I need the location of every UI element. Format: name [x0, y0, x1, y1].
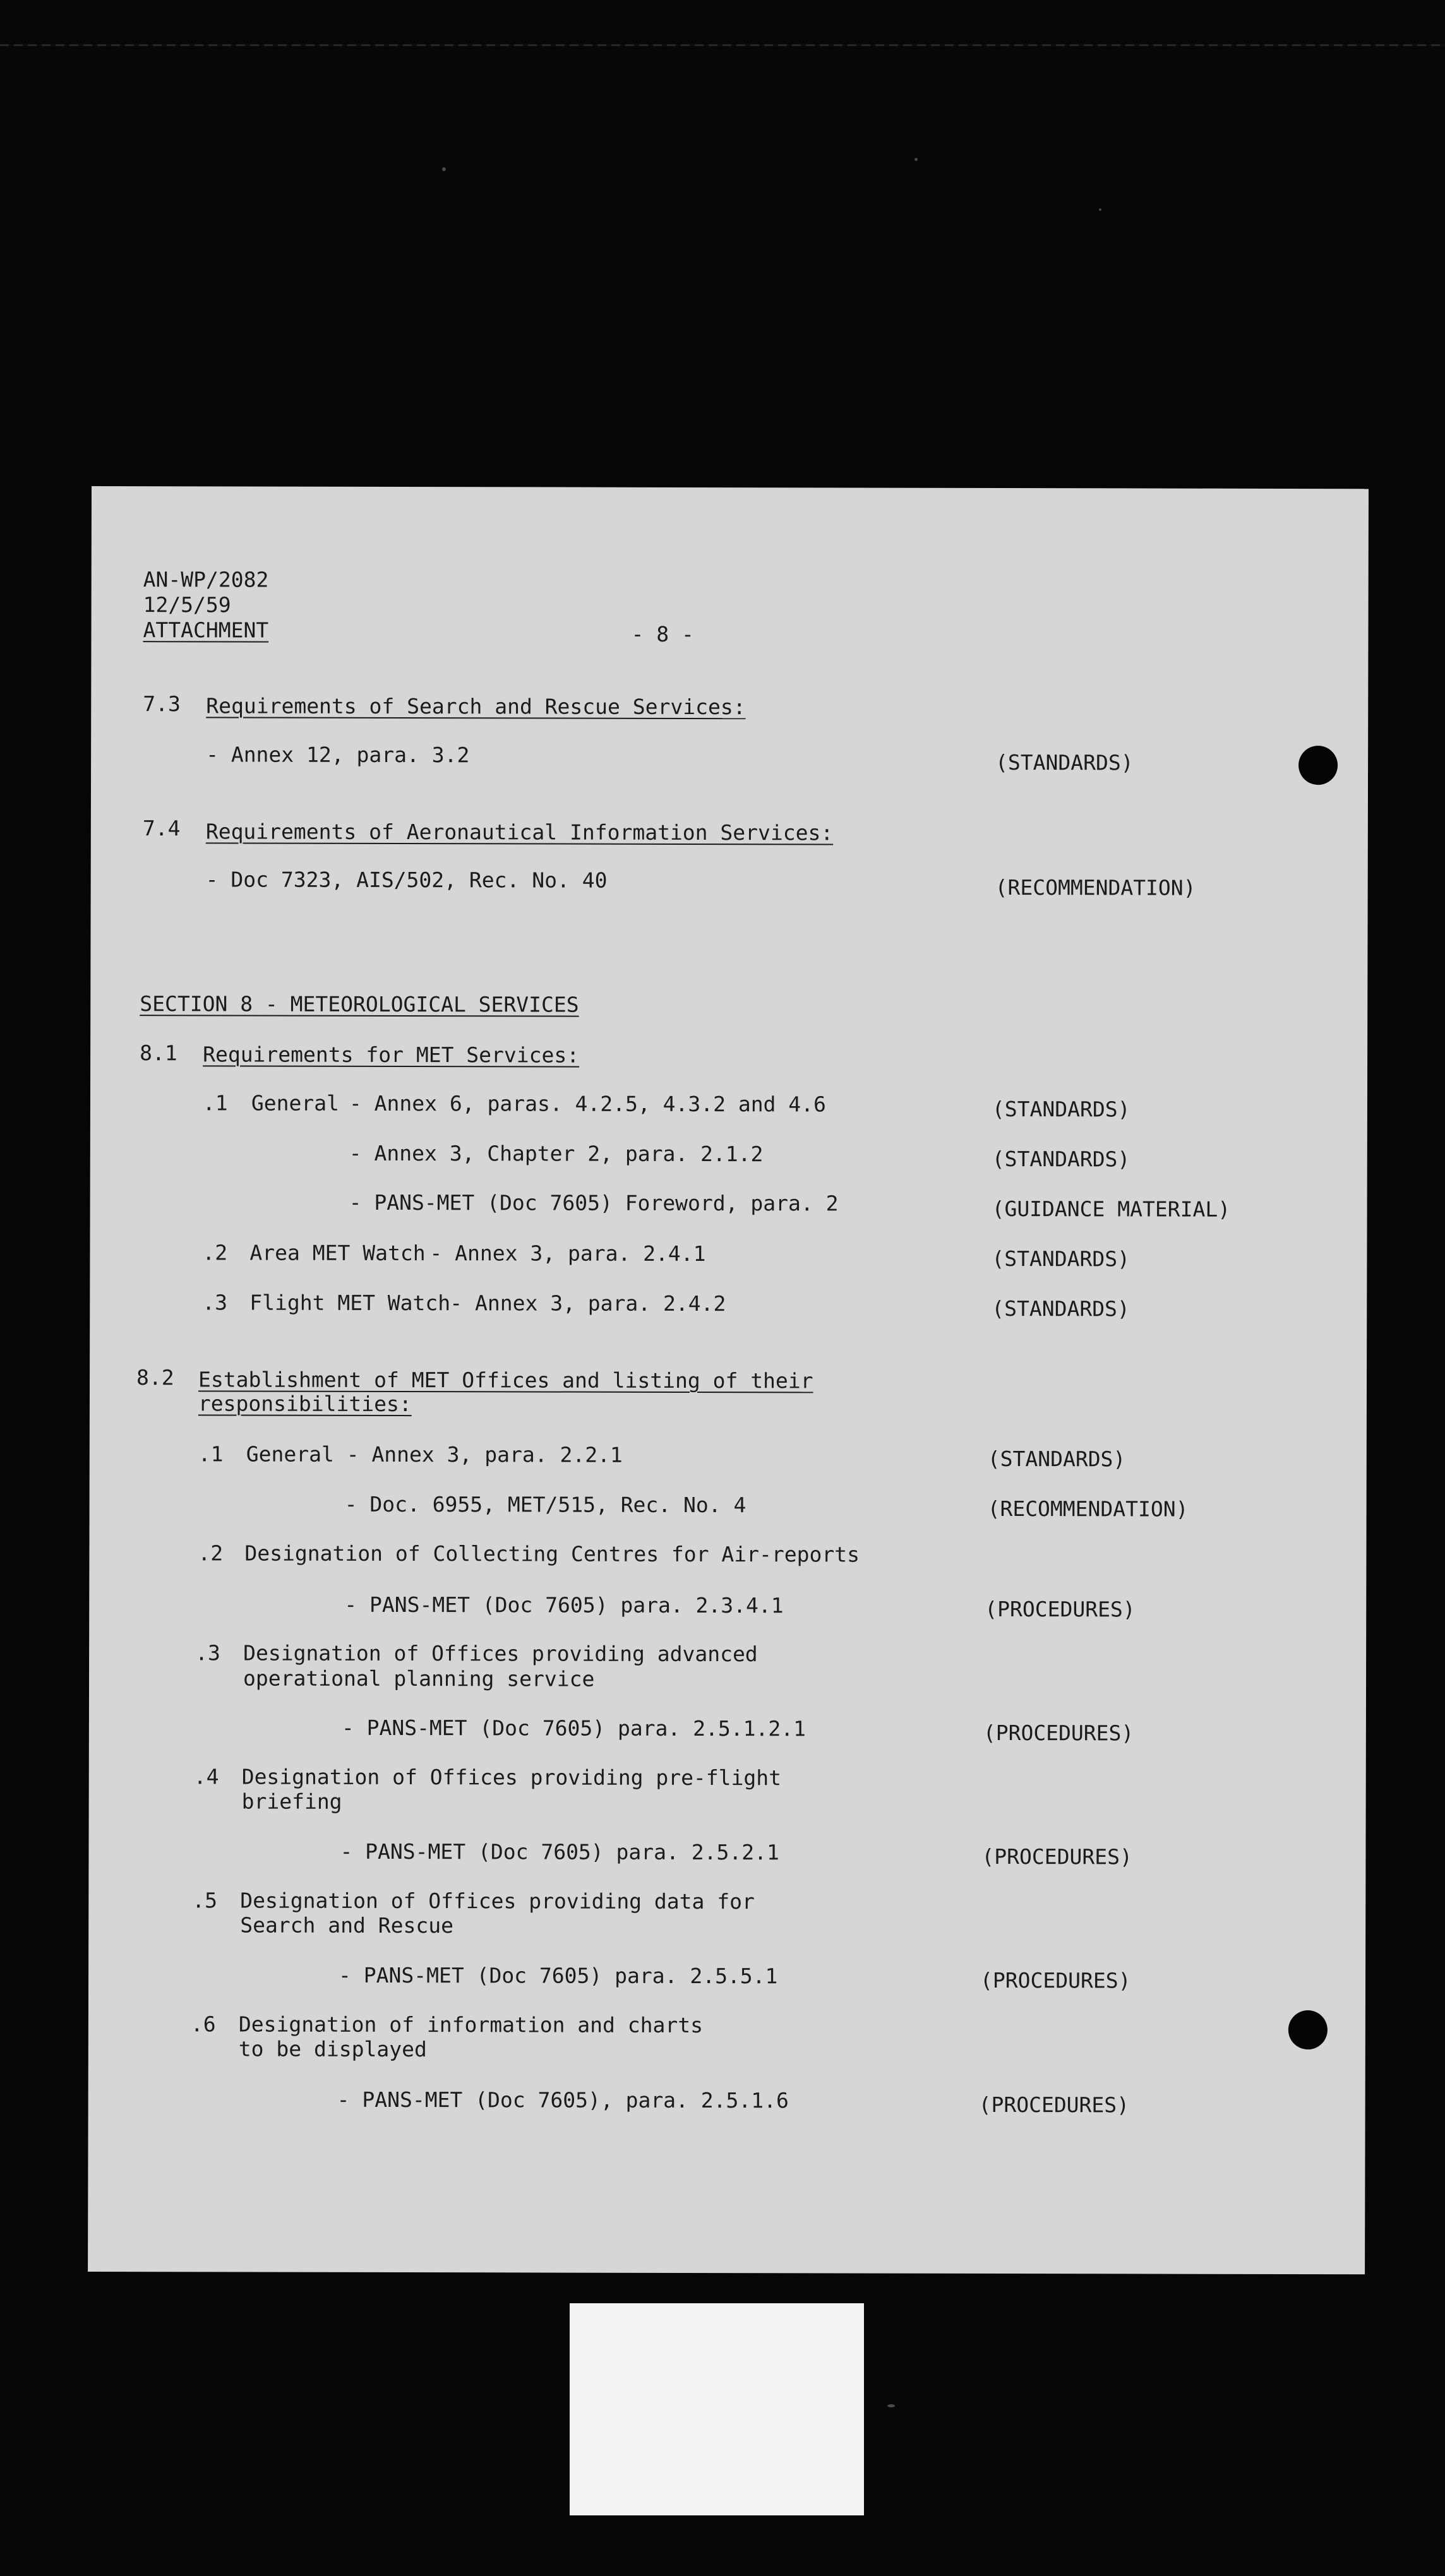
category-label: (PROCEDURES) — [981, 1844, 1132, 1869]
dust-speck — [1099, 208, 1101, 211]
item-description: Search and Rescue — [240, 1912, 454, 1938]
section-number: 7.4 — [142, 816, 181, 841]
section-title: Requirements of Search and Rescue Services: — [206, 693, 746, 720]
doc-date: 12/5/59 — [143, 592, 231, 617]
section-title-line1: Establishment of MET Offices and listing of their — [198, 1367, 813, 1393]
category-label: (STANDARDS) — [995, 749, 1134, 775]
page-number: - 8 - — [631, 621, 694, 647]
item-number: .2 — [202, 1240, 228, 1265]
punch-hole — [1298, 746, 1338, 785]
item-number: .1 — [198, 1441, 224, 1467]
reference-text: - Annex 3, para. 2.4.2 — [450, 1291, 726, 1316]
item-number: .3 — [202, 1290, 228, 1315]
dust-speck — [914, 158, 918, 161]
item-description: General - Annex 3, para. 2.2.1 — [246, 1441, 623, 1467]
doc-number: AN-WP/2082 — [143, 567, 269, 592]
item-number: .3 — [195, 1640, 220, 1666]
reference-text: - Doc. 6955, MET/515, Rec. No. 4 — [344, 1491, 746, 1518]
reference-text: - PANS-MET (Doc 7605) para. 2.5.2.1 — [340, 1839, 779, 1865]
category-label: (PROCEDURES) — [985, 1596, 1136, 1622]
category-label: (STANDARDS) — [992, 1296, 1130, 1321]
reference-text: - Annex 6, paras. 4.2.5, 4.3.2 and 4.6 — [349, 1090, 826, 1117]
category-label: (STANDARDS) — [992, 1146, 1130, 1172]
section-title: Requirements of Aeronautical Information Services: — [205, 819, 834, 845]
section-title: Requirements for MET Services: — [203, 1042, 580, 1068]
item-description: Designation of Offices providing advanced — [243, 1640, 758, 1667]
section-number: 7.3 — [143, 691, 181, 717]
item-description: Designation of Collecting Centres for Air-reports — [244, 1541, 860, 1567]
category-label: (PROCEDURES) — [980, 1967, 1131, 1993]
item-description: to be displayed — [238, 2036, 427, 2062]
section-number: 8.1 — [140, 1041, 177, 1066]
item-description: Designation of information and charts — [238, 2012, 704, 2038]
attachment-label: ATTACHMENT — [143, 617, 269, 643]
category-label: (PROCEDURES) — [978, 2092, 1130, 2118]
item-label: Area MET Watch — [249, 1240, 426, 1266]
punch-hole — [1288, 2010, 1328, 2049]
document-page — [88, 486, 1369, 2274]
item-label: General — [251, 1090, 340, 1116]
reference-text: - Doc 7323, AIS/502, Rec. No. 40 — [205, 867, 608, 893]
reference-text: - PANS-MET (Doc 7605) para. 2.3.4.1 — [344, 1592, 784, 1618]
section-number: 8.2 — [136, 1365, 174, 1390]
item-label: Flight MET Watch — [249, 1290, 451, 1316]
category-label: (RECOMMENDATION) — [987, 1496, 1189, 1522]
reference-text: - Annex 3, para. 2.4.1 — [429, 1241, 706, 1267]
reference-text: - PANS-MET (Doc 7605) para. 2.5.5.1 — [339, 1962, 778, 1989]
item-description: briefing — [241, 1789, 342, 1814]
film-edge-perforation — [0, 44, 1445, 46]
reference-text: - PANS-MET (Doc 7605), para. 2.5.1.6 — [337, 2087, 789, 2113]
item-number: .6 — [190, 2012, 216, 2037]
category-label: (RECOMMENDATION) — [995, 874, 1196, 900]
item-description: Designation of Offices providing data for — [240, 1888, 755, 1914]
item-description: operational planning service — [243, 1666, 595, 1691]
category-label: (PROCEDURES) — [983, 1720, 1134, 1746]
microfilm-target-card — [570, 2303, 864, 2515]
reference-text: - PANS-MET (Doc 7605) Foreword, para. 2 — [349, 1190, 839, 1216]
reference-text: - Annex 3, Chapter 2, para. 2.1.2 — [349, 1140, 764, 1167]
section-title-line2: responsibilities: — [198, 1391, 412, 1417]
reference-text: - PANS-MET (Doc 7605) para. 2.5.1.2.1 — [341, 1715, 806, 1741]
item-number: .4 — [193, 1764, 219, 1789]
category-label: (GUIDANCE MATERIAL) — [992, 1196, 1231, 1222]
dust-speck — [887, 2404, 895, 2407]
item-description: Designation of Offices providing pre-flight — [241, 1764, 782, 1791]
item-number: .5 — [192, 1888, 218, 1913]
reference-text: - Annex 12, para. 3.2 — [206, 742, 470, 768]
item-number: .2 — [198, 1541, 224, 1566]
section8-heading: SECTION 8 - METEOROLOGICAL SERVICES — [140, 991, 579, 1017]
category-label: (STANDARDS) — [992, 1096, 1130, 1122]
item-number: .1 — [202, 1090, 228, 1116]
category-label: (STANDARDS) — [987, 1446, 1126, 1472]
dust-speck — [442, 167, 446, 171]
category-label: (STANDARDS) — [992, 1246, 1130, 1272]
